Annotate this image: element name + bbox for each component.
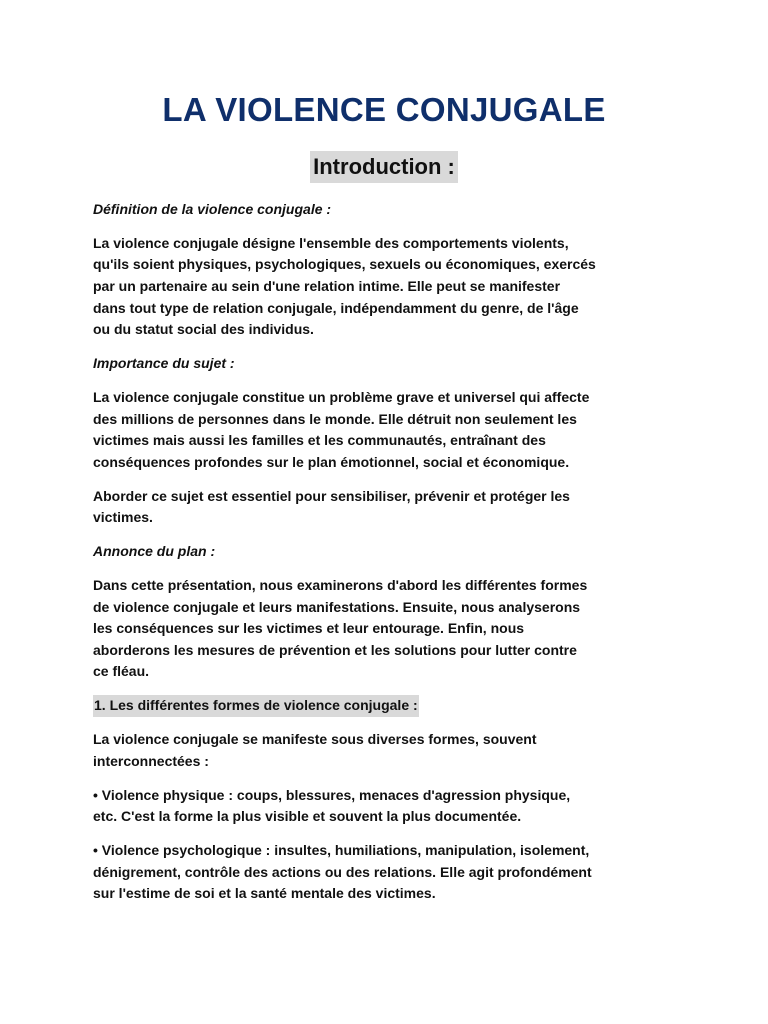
text-line: ce fléau.: [93, 663, 150, 680]
text-line: ou du statut social des individus.: [93, 321, 314, 338]
document-body: [93, 199, 693, 917]
importance-paragraph-1: [93, 387, 693, 473]
text-line: interconnectées :: [93, 752, 209, 769]
text-line: dans tout type de relation conjugale, indépendamment du genre, de l'âge: [93, 299, 579, 316]
definition-paragraph: [93, 233, 693, 341]
text-line: les conséquences sur les victimes et leur entourage. Enfin, nous: [93, 620, 525, 637]
text-line: par un partenaire au sein d'une relation intime. Elle peut se manifester: [93, 278, 561, 295]
text-line: • Violence psychologique : insultes, humiliations, manipulation, isolement,: [93, 842, 590, 859]
text-line: des millions de personnes dans le monde. Elle détruit non seulement les: [93, 410, 577, 427]
plan-heading: Annonce du plan :: [93, 543, 216, 560]
document-title: LA VIOLENCE CONJUGALE: [162, 91, 606, 128]
text-line: • Violence physique : coups, blessures, menaces d'agression physique,: [93, 786, 571, 803]
definition-heading: Définition de la violence conjugale :: [93, 201, 332, 217]
bullet-physical-violence: [93, 785, 693, 828]
intro-heading: Introduction :: [310, 151, 458, 183]
intro-heading-wrapper: [0, 151, 768, 183]
text-line: La violence conjugale constitue un problème grave et universel qui affecte: [93, 389, 590, 406]
text-line: Aborder ce sujet est essentiel pour sensibiliser, prévenir et protéger les: [93, 487, 570, 504]
section-1-heading: 1. Les différentes formes de violence conjugale :: [93, 695, 419, 717]
text-line: etc. C'est la forme la plus visible et souvent la plus documentée.: [93, 808, 522, 825]
text-line: qu'ils soient physiques, psychologiques, sexuels ou économiques, exercés: [93, 256, 596, 273]
bullet-psychological-violence: [93, 840, 693, 905]
text-line: La violence conjugale désigne l'ensemble des comportements violents,: [93, 234, 569, 251]
text-line: conséquences profondes sur le plan émotionnel, social et économique.: [93, 453, 570, 470]
text-line: victimes mais aussi les familles et les communautés, entraînant des: [93, 432, 546, 449]
text-line: Dans cette présentation, nous examinerons d'abord les différentes formes: [93, 577, 588, 594]
text-line: de violence conjugale et leurs manifestations. Ensuite, nous analyserons: [93, 598, 581, 615]
text-line: aborderons les mesures de prévention et les solutions pour lutter contre: [93, 641, 577, 658]
text-line: victimes.: [93, 509, 153, 526]
section-1-heading-row: [93, 695, 693, 717]
section-1-intro: [93, 729, 693, 772]
text-line: sur l'estime de soi et la santé mentale des victimes.: [93, 885, 436, 902]
plan-paragraph: [93, 575, 693, 683]
text-line: La violence conjugale se manifeste sous diverses formes, souvent: [93, 731, 537, 748]
text-line: dénigrement, contrôle des actions ou des relations. Elle agit profondément: [93, 863, 592, 880]
importance-paragraph-2: [93, 486, 693, 529]
importance-heading: Importance du sujet :: [93, 355, 235, 372]
